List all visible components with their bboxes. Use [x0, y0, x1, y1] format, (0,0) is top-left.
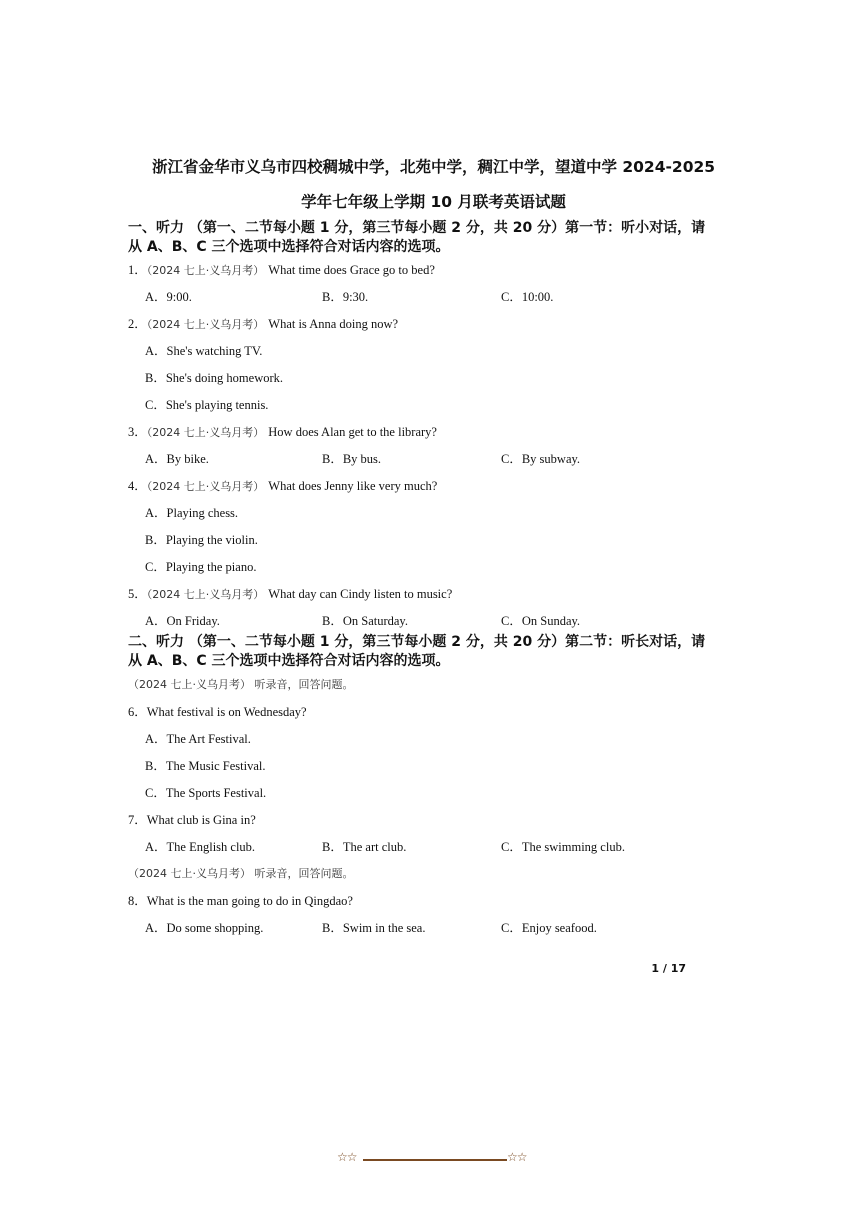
question-7-option-c: C．The swimming club. — [501, 840, 625, 854]
question-5-option-a: A．On Friday. — [145, 614, 220, 628]
document-title-line-2: 学年七年级上学期 10 月联考英语试题 — [301, 193, 566, 211]
question-8-text: 8．What is the man going to do in Qingdao? — [128, 894, 353, 908]
question-6-option-c: C．The Sports Festival. — [145, 786, 267, 800]
question-4-text: What does Jenny like very much? — [268, 479, 438, 493]
question-4-option-b: B．Playing the violin. — [145, 533, 258, 547]
question-2-text: What is Anna doing now? — [268, 317, 399, 331]
page-number: 1 / 17 — [651, 962, 686, 975]
question-2 — [128, 314, 398, 332]
question-2-number: 2． — [128, 317, 147, 331]
listening-instruction-1: （2024 七上·义乌月考） 听录音，回答问题。 — [128, 678, 354, 691]
footer-star-right-icon: ☆☆ — [507, 1150, 527, 1164]
question-5 — [128, 584, 452, 602]
question-1-option-c: C．10:00. — [501, 290, 554, 304]
question-3-source-tag: （2024 七上·义乌月考） — [146, 426, 265, 439]
question-4-number: 4． — [128, 479, 147, 493]
document-title-line-1: 浙江省金华市义乌市四校稠城中学，北苑中学，稠江中学，望道中学 2024-2025 — [151, 158, 716, 176]
footer-rule — [363, 1159, 507, 1161]
question-3 — [128, 422, 437, 440]
question-4 — [128, 476, 437, 494]
question-8-option-a: A．Do some shopping. — [145, 921, 264, 935]
listening-instruction-2: （2024 七上·义乌月考） 听录音，回答问题。 — [128, 867, 354, 880]
question-3-option-c: C．By subway. — [501, 452, 581, 466]
question-3-text: How does Alan get to the library? — [268, 425, 437, 439]
question-4-option-c: C．Playing the piano. — [145, 560, 257, 574]
question-1-text: What time does Grace go to bed? — [268, 263, 435, 277]
footer-ornament — [337, 1150, 533, 1170]
question-4-source-tag: （2024 七上·义乌月考） — [146, 480, 265, 493]
question-6-option-a: A．The Art Festival. — [145, 732, 251, 746]
question-2-source-tag: （2024 七上·义乌月考） — [146, 318, 265, 331]
section-2-heading — [128, 633, 728, 671]
section-1-heading-line-2: 从 A、B、C 三个选项中选择符合对话内容的选项。 — [128, 239, 450, 255]
section-1-heading-line-1: 一、听力 （第一、二节每小题 1 分，第三节每小题 2 分，共 20 分）第一节：听小对话，请 — [128, 220, 706, 236]
question-2-option-b: B．She's doing homework. — [145, 371, 284, 385]
question-5-text: What day can Cindy listen to music? — [268, 587, 453, 601]
question-5-option-b: B．On Saturday. — [322, 614, 408, 628]
question-8-option-b: B．Swim in the sea. — [322, 921, 426, 935]
question-5-number: 5． — [128, 587, 147, 601]
question-7-option-b: B．The art club. — [322, 840, 407, 854]
question-8-option-c: C．Enjoy seafood. — [501, 921, 597, 935]
question-6-option-b: B．The Music Festival. — [145, 759, 266, 773]
question-2-option-a: A．She's watching TV. — [145, 344, 263, 358]
question-1-option-b: B．9:30. — [322, 290, 369, 304]
question-1 — [128, 260, 435, 278]
question-1-number: 1． — [128, 263, 147, 277]
question-1-source-tag: （2024 七上·义乌月考） — [146, 264, 265, 277]
question-5-source-tag: （2024 七上·义乌月考） — [146, 588, 265, 601]
question-7-option-a: A．The English club. — [145, 840, 256, 854]
question-2-option-c: C．She's playing tennis. — [145, 398, 269, 412]
question-7-text: 7．What club is Gina in? — [128, 813, 256, 827]
question-3-option-b: B．By bus. — [322, 452, 382, 466]
question-1-option-a: A．9:00. — [145, 290, 192, 304]
question-6-text: 6．What festival is on Wednesday? — [128, 705, 307, 719]
question-3-option-a: A．By bike. — [145, 452, 209, 466]
question-5-option-c: C．On Sunday. — [501, 614, 581, 628]
section-2-heading-line-1: 二、听力 （第一、二节每小题 1 分，第三节每小题 2 分，共 20 分）第二节：听长对话，请 — [128, 634, 706, 650]
footer-star-left-icon: ☆☆ — [337, 1150, 357, 1164]
question-4-option-a: A．Playing chess. — [145, 506, 239, 520]
section-1-heading — [128, 219, 728, 257]
section-2-heading-line-2: 从 A、B、C 三个选项中选择符合对话内容的选项。 — [128, 653, 450, 669]
question-3-number: 3． — [128, 425, 147, 439]
